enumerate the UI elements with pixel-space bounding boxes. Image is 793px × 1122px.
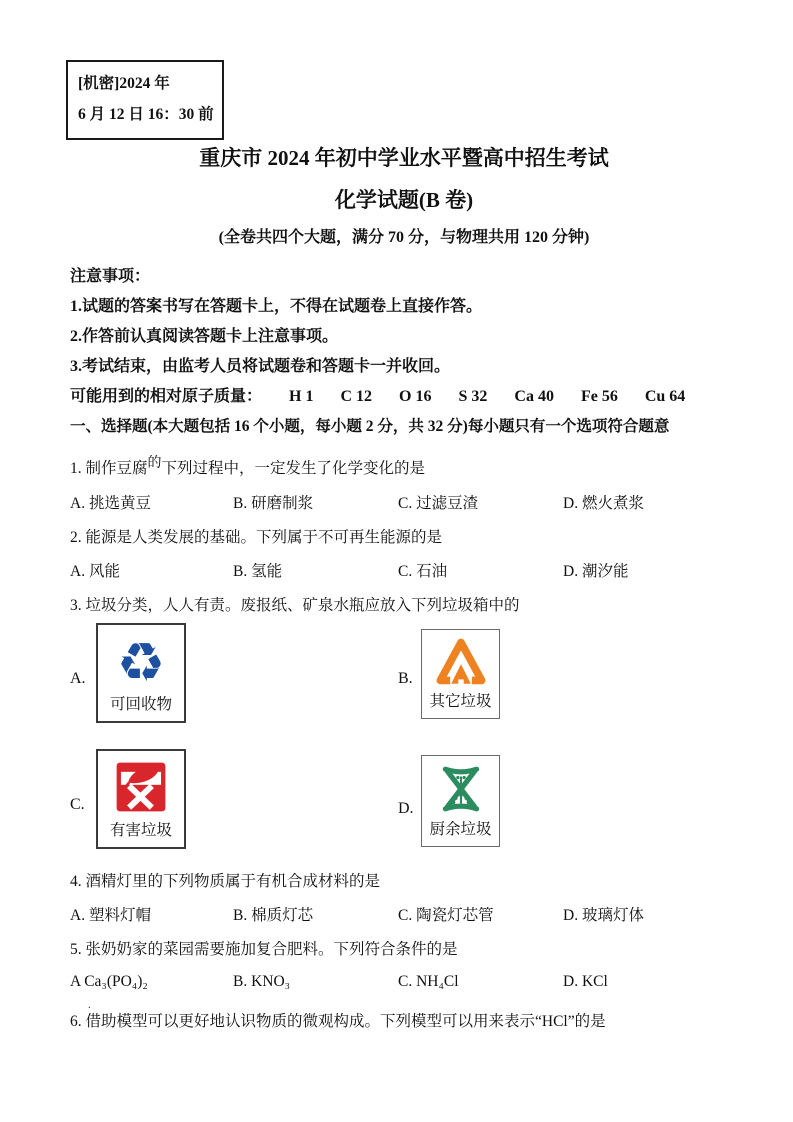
question-5-options: [70, 969, 738, 1011]
other-waste-sign: [421, 629, 500, 719]
atomic-masses-label: 可能用到的相对原子质量：: [70, 388, 263, 405]
question-4-option-c: C. 陶瓷灯芯管: [398, 907, 494, 924]
question-4-stem: 4. 酒精灯里的下列物质属于有机合成材料的是: [70, 873, 381, 890]
kitchen-waste-sign: [421, 755, 500, 847]
bin-option-a-label: A.: [70, 670, 86, 687]
paper-content: [70, 0, 738, 1035]
exam-info-line: (全卷共四个大题，满分 70 分，与物理共用 120 分钟): [218, 229, 590, 246]
atomic-mass-h: H 1: [289, 388, 314, 405]
question-4-option-b: B. 棉质灯芯: [233, 907, 314, 924]
question-1-option-c: C. 过滤豆渣: [398, 495, 479, 512]
bin-option-d-label: D.: [398, 800, 414, 817]
notice-heading: 注意事项：: [70, 268, 151, 285]
question-5-option-b: B. KNO₃: [233, 973, 291, 990]
question-3-stem: 3. 垃圾分类，人人有责。废报纸、矿泉水瓶应放入下列垃圾箱中的: [70, 597, 520, 614]
paper-title: 重庆市 2024 年初中学业水平暨高中招生考试: [199, 146, 609, 170]
recycle-icon: ♻: [116, 631, 166, 694]
question-2-option-c: C. 石油: [398, 563, 448, 580]
question-3-image-options: [70, 623, 738, 863]
question-1-stem-post: 下列过程中，一定发生了化学变化的是: [161, 460, 426, 477]
bin-option-b-label: B.: [398, 670, 413, 687]
notice-item-1: 1.试题的答案书写在答题卡上，不得在试题卷上直接作答。: [70, 298, 483, 315]
question-1-stem-pre: 1. 制作豆腐: [70, 460, 148, 477]
question-2-option-a: A. 风能: [70, 563, 120, 580]
question-5-option-d: D. KCl: [563, 973, 608, 990]
recyclable-waste-sign: [96, 623, 186, 723]
kitchen-waste-icon: [437, 756, 485, 821]
bin-option-c-label: C.: [70, 796, 85, 813]
question-1-options: [70, 491, 738, 517]
stray-print-mark: .: [88, 999, 91, 1011]
question-2-option-b: B. 氢能: [233, 563, 283, 580]
confidential-line1: [机密]2024 年: [78, 75, 170, 92]
question-5-option-a: A Ca₃(PO₄)₂: [70, 973, 148, 990]
paper-subtitle: 化学试题(B 卷): [334, 188, 474, 212]
other-waste-icon: [436, 630, 486, 693]
atomic-mass-o: O 16: [399, 388, 432, 405]
question-2-stem: 2. 能源是人类发展的基础。下列属于不可再生能源的是: [70, 529, 443, 546]
atomic-mass-s: S 32: [458, 388, 488, 405]
question-1-stem: [70, 451, 738, 482]
question-5-option-c: C. NH₄Cl: [398, 973, 459, 990]
atomic-mass-fe: Fe 56: [580, 388, 618, 405]
question-1-option-b: B. 研磨制浆: [233, 495, 314, 512]
question-4-option-d: D. 玻璃灯体: [563, 907, 644, 924]
hazardous-waste-icon: [115, 751, 167, 822]
atomic-masses-line: [70, 382, 738, 412]
notice-item-3: 3.考试结束，由监考人员将试题卷和答题卡一并收回。: [70, 358, 451, 375]
bin-c-caption: 有害垃圾: [109, 822, 172, 839]
atomic-mass-c: C 12: [340, 388, 373, 405]
hazardous-waste-sign: [96, 749, 186, 849]
question-4-options: [70, 903, 738, 929]
question-2-options: [70, 559, 738, 585]
question-1-option-a: A. 挑选黄豆: [70, 495, 151, 512]
question-2-option-d: D. 潮汐能: [563, 563, 629, 580]
notice-item-2: 2.作答前认真阅读答题卡上注意事项。: [70, 328, 339, 345]
question-4-option-a: A. 塑料灯帽: [70, 907, 151, 924]
question-5-stem: 5. 张奶奶家的菜园需要施加复合肥料。下列符合条件的是: [70, 941, 458, 958]
section-1-heading: 一、选择题(本大题包括 16 个小题，每小题 2 分，共 32 分)每小题只有一个选项符合题意: [70, 418, 670, 435]
bin-d-caption: 厨余垃圾: [429, 821, 492, 838]
question-1-option-d: D. 燃火煮浆: [563, 495, 644, 512]
bin-b-caption: 其它垃圾: [429, 693, 492, 710]
confidential-line2: 6 月 12 日 16：30 前: [78, 106, 214, 123]
bin-a-caption: 可回收物: [109, 696, 172, 713]
question-6-stem: 6. 借助模型可以更好地认识物质的微观构成。下列模型可以用来表示“HCl”的是: [70, 1013, 606, 1030]
atomic-mass-ca: Ca 40: [514, 388, 554, 405]
question-1-superscript: 的: [147, 456, 162, 471]
atomic-mass-cu: Cu 64: [644, 388, 686, 405]
